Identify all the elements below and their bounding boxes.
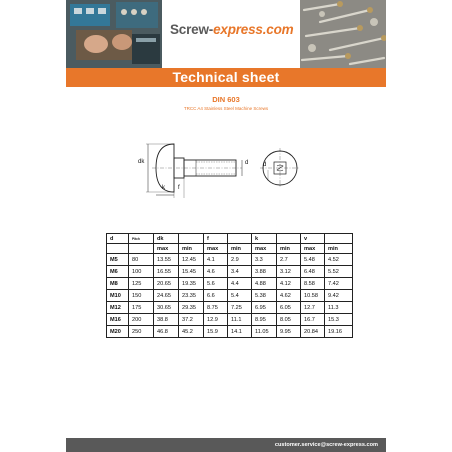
table-cell: 6.05 — [277, 302, 301, 314]
table-cell: f — [204, 234, 228, 244]
table-cell — [179, 234, 204, 244]
table-cell: 7.25 — [228, 302, 252, 314]
table-cell: 3.12 — [277, 266, 301, 278]
table-cell: 8.75 — [204, 302, 228, 314]
table-cell: 14.1 — [228, 326, 252, 338]
table-cell: d — [107, 234, 129, 244]
table-cell: min — [325, 244, 353, 254]
brand-logo — [170, 22, 293, 37]
table-cell: M20 — [107, 326, 129, 338]
workshop-photo — [66, 0, 162, 68]
table-cell: 150 — [129, 290, 154, 302]
table-cell: 3.88 — [252, 266, 277, 278]
table-cell: 29.35 — [179, 302, 204, 314]
table-cell: 9.42 — [325, 290, 353, 302]
table-cell: M12 — [107, 302, 129, 314]
table-header-row — [107, 234, 353, 244]
table-cell: 5.4 — [228, 290, 252, 302]
table-cell: max — [301, 244, 325, 254]
logo-area — [162, 0, 300, 68]
brand-main: Screw- — [170, 22, 214, 37]
table-cell — [277, 234, 301, 244]
table-cell: 4.4 — [228, 278, 252, 290]
table-cell: dk — [154, 234, 179, 244]
table-subheader-row — [107, 244, 353, 254]
table-cell: 2.7 — [277, 254, 301, 266]
screws-photo-art — [300, 0, 386, 68]
table-cell: 15.3 — [325, 314, 353, 326]
product-description: TRCC A4 Stainless Steel Machine Screws — [183, 106, 269, 111]
table-cell: 9.95 — [277, 326, 301, 338]
table-row — [107, 290, 353, 302]
table-cell: 23.35 — [179, 290, 204, 302]
table-cell: min — [179, 244, 204, 254]
screw-technical-drawing — [134, 136, 334, 200]
table-cell: 5.52 — [325, 266, 353, 278]
table-row — [107, 254, 353, 266]
table-cell: 175 — [129, 302, 154, 314]
table-cell: 250 — [129, 326, 154, 338]
table-cell: 24.65 — [154, 290, 179, 302]
table-cell: 13.55 — [154, 254, 179, 266]
table-cell: 200 — [129, 314, 154, 326]
table-cell — [325, 234, 353, 244]
table-cell: 19.16 — [325, 326, 353, 338]
table-cell: 16.7 — [301, 314, 325, 326]
technical-sheet-page — [66, 0, 386, 452]
table-cell: 11.1 — [228, 314, 252, 326]
table-cell: 11.05 — [252, 326, 277, 338]
workshop-photo-art — [66, 0, 162, 68]
table-cell: min — [277, 244, 301, 254]
table-cell: 12.9 — [204, 314, 228, 326]
table-cell: 19.35 — [179, 278, 204, 290]
table-cell: 15.45 — [179, 266, 204, 278]
table-cell: 46.8 — [154, 326, 179, 338]
table-cell: 30.65 — [154, 302, 179, 314]
page-title: Technical sheet — [172, 69, 280, 85]
table-cell — [107, 244, 129, 254]
table-cell — [129, 244, 154, 254]
table-cell: 3.4 — [228, 266, 252, 278]
end-view-d-label: d — [263, 162, 267, 168]
table-cell: M16 — [107, 314, 129, 326]
table-cell: 100 — [129, 266, 154, 278]
table-cell: 5.48 — [301, 254, 325, 266]
table-cell: 4.62 — [277, 290, 301, 302]
table-cell: 4.1 — [204, 254, 228, 266]
table-cell: 10.58 — [301, 290, 325, 302]
table-row — [107, 326, 353, 338]
table-row — [107, 266, 353, 278]
table-cell: M10 — [107, 290, 129, 302]
table-cell: 125 — [129, 278, 154, 290]
contact-email: customer.service@screw-express.com — [274, 442, 378, 448]
table-row — [107, 278, 353, 290]
table-cell: 4.52 — [325, 254, 353, 266]
table-cell: 8.58 — [301, 278, 325, 290]
table-cell: 5.6 — [204, 278, 228, 290]
table-cell: max — [154, 244, 179, 254]
brand-accent: express.com — [213, 22, 294, 37]
screws-photo — [300, 0, 386, 68]
table-cell: 12.45 — [179, 254, 204, 266]
table-cell: 6.48 — [301, 266, 325, 278]
table-cell: min — [228, 244, 252, 254]
dimensions-table — [106, 233, 353, 338]
table-cell: 8.05 — [277, 314, 301, 326]
table-cell: 4.12 — [277, 278, 301, 290]
dk-label: dk — [138, 159, 145, 165]
table-cell: 45.2 — [179, 326, 204, 338]
standard-code: DIN 603 — [212, 95, 240, 104]
table-cell: 2.9 — [228, 254, 252, 266]
table-cell — [228, 234, 252, 244]
table-cell: 3.3 — [252, 254, 277, 266]
footer-bar — [66, 438, 386, 452]
table-cell: 80 — [129, 254, 154, 266]
table-cell: 4.88 — [252, 278, 277, 290]
table-cell: Pitch — [129, 234, 154, 244]
header-banner — [66, 0, 386, 68]
table-cell: 8.95 — [252, 314, 277, 326]
table-row — [107, 314, 353, 326]
d-label: d — [245, 160, 249, 166]
table-cell: M5 — [107, 254, 129, 266]
table-cell: 6.6 — [204, 290, 228, 302]
table-cell: 20.65 — [154, 278, 179, 290]
table-cell: 20.84 — [301, 326, 325, 338]
table-cell: 11.3 — [325, 302, 353, 314]
table-cell: 5.38 — [252, 290, 277, 302]
k-label: k — [162, 185, 165, 191]
table-row — [107, 302, 353, 314]
table-cell: k — [252, 234, 277, 244]
table-cell: v — [301, 234, 325, 244]
f-label: f — [178, 185, 180, 191]
title-bar — [66, 68, 386, 87]
table-cell: 7.42 — [325, 278, 353, 290]
table-cell: max — [204, 244, 228, 254]
table-cell: 12.7 — [301, 302, 325, 314]
table-cell: M8 — [107, 278, 129, 290]
table-cell: 15.9 — [204, 326, 228, 338]
table-cell: max — [252, 244, 277, 254]
table-cell: 4.6 — [204, 266, 228, 278]
table-cell: 16.55 — [154, 266, 179, 278]
table-cell: 6.95 — [252, 302, 277, 314]
table-cell: 38.8 — [154, 314, 179, 326]
table-cell: M6 — [107, 266, 129, 278]
table-cell: 37.2 — [179, 314, 204, 326]
